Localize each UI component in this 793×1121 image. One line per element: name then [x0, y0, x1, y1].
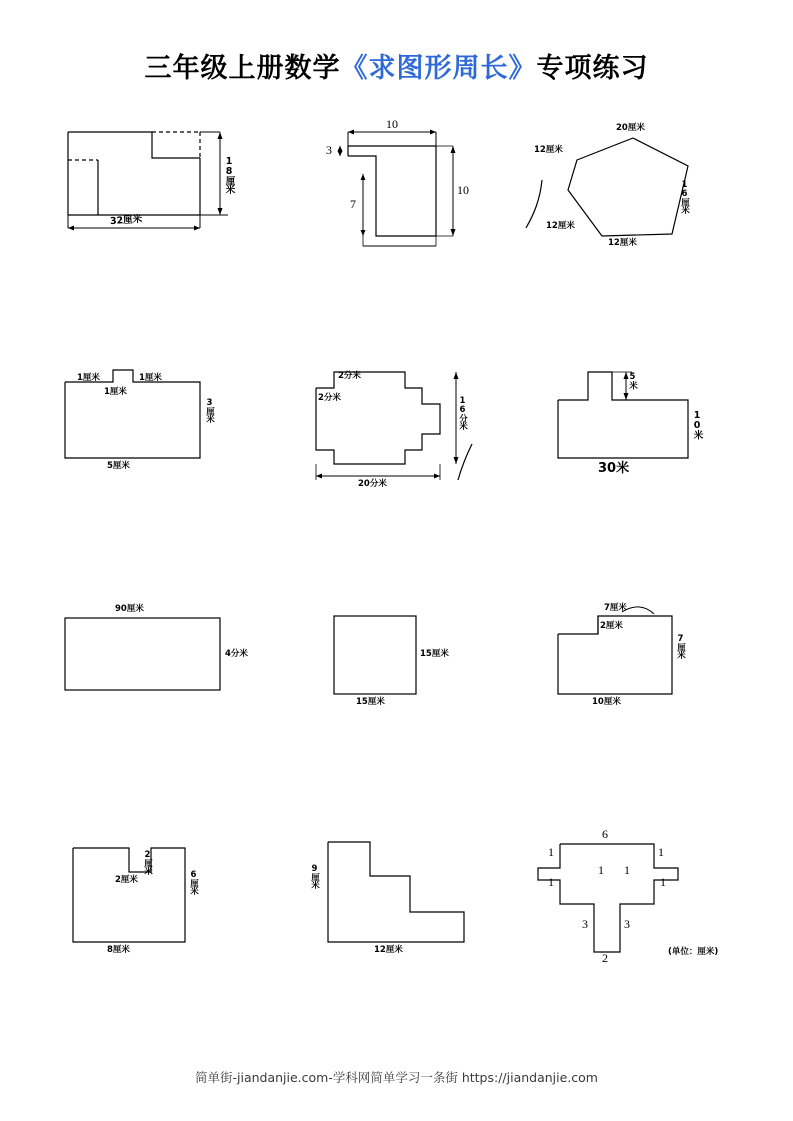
- fig-9-label-bottom: 10厘米: [592, 697, 621, 707]
- fig-6-label-width: 30米: [598, 461, 630, 476]
- title-part-1: 三年级上册数学: [144, 53, 341, 84]
- fig-2-label-left: 3: [326, 143, 332, 157]
- fig-9-label-right: 7厘米: [675, 634, 686, 658]
- fig-6-label-height: 10米: [691, 410, 703, 439]
- fig-3-label-bottom: 12厘米: [608, 238, 637, 248]
- fig-11-label-left: 9厘米: [309, 864, 320, 888]
- fig-5-drawing: [300, 358, 520, 493]
- fig-4-label-height: 3厘米: [204, 398, 215, 422]
- fig-7-label-right: 4分米: [225, 649, 248, 659]
- fig-2-label-top: 10: [386, 117, 398, 131]
- fig-3-label-lowleft: 12厘米: [546, 221, 575, 231]
- fig-4-label-bottom: 5厘米: [107, 461, 130, 471]
- fig-6-label-notch-height: 5米: [627, 372, 638, 389]
- title-part-2: 《求图形周长》: [340, 53, 537, 84]
- figure-10: [55, 830, 265, 970]
- fig-2-drawing: [318, 118, 478, 263]
- fig-12-label-center-b: 1: [624, 863, 630, 877]
- fig-4-label-right-notch: 1厘米: [139, 373, 162, 383]
- fig-12-label-left-top: 1: [548, 845, 554, 859]
- figure-3: [520, 118, 720, 263]
- fig-12-label-center-a: 1: [598, 863, 604, 877]
- fig-5-label-left: 2分米: [318, 393, 341, 403]
- fig-10-label-bottom: 8厘米: [107, 945, 130, 955]
- fig-12-label-stem-right: 3: [624, 917, 630, 931]
- fig-2-label-inner: 7: [350, 197, 356, 211]
- title-part-3: 专项练习: [536, 53, 649, 84]
- fig-10-drawing: [55, 830, 265, 970]
- fig-12-label-unit-note: (单位：厘米): [668, 947, 719, 957]
- fig-12-label-mid-right: 1: [660, 875, 666, 889]
- figure-7: [55, 598, 265, 718]
- figure-11: [300, 828, 510, 973]
- fig-5-label-height: 16分米: [457, 396, 468, 429]
- fig-12-label-stem-left: 3: [582, 917, 588, 931]
- fig-10-label-notch-depth: 2厘米: [142, 850, 153, 874]
- fig-4-label-left-notch: 1厘米: [77, 373, 100, 383]
- page-title: [0, 46, 793, 85]
- fig-3-label-upleft: 12厘米: [534, 145, 563, 155]
- fig-8-label-bottom: 15厘米: [356, 697, 385, 707]
- fig-4-label-notch-width: 1厘米: [104, 387, 127, 397]
- fig-8-drawing: [320, 598, 510, 723]
- fig-11-label-bottom: 12厘米: [374, 945, 403, 955]
- figure-1: [52, 120, 262, 250]
- fig-9-label-top: 7厘米: [604, 603, 627, 613]
- figure-12: [528, 818, 748, 973]
- figure-5: [300, 358, 520, 493]
- figure-9: [540, 592, 740, 727]
- fig-12-label-stem-bottom: 2: [602, 951, 608, 965]
- fig-5-label-top: 2分米: [338, 371, 361, 381]
- fig-10-label-notch-width: 2厘米: [115, 875, 138, 885]
- figure-4: [55, 360, 265, 490]
- fig-3-label-right: 16厘米: [679, 180, 690, 213]
- fig-11-drawing: [300, 828, 510, 973]
- fig-6-drawing: [540, 358, 740, 488]
- footer-watermark: 简单街-jiandanjie.com-学科网简单学习一条街 https://jiandanjie.com: [194, 1070, 598, 1085]
- fig-12-label-mid-left: 1: [548, 875, 554, 889]
- fig-9-label-step: 2厘米: [600, 621, 623, 631]
- fig-3-label-top: 20厘米: [616, 123, 645, 133]
- fig-8-label-right: 15厘米: [420, 649, 449, 659]
- figure-8: [320, 598, 510, 723]
- fig-10-label-height: 6厘米: [188, 870, 199, 894]
- fig-9-drawing: [540, 592, 740, 727]
- figure-6: [540, 358, 740, 488]
- fig-5-label-width: 20分米: [358, 479, 387, 489]
- fig-7-label-top: 90厘米: [115, 604, 144, 614]
- figure-2: [318, 118, 478, 263]
- fig-1-label-height: 18厘米: [223, 156, 235, 193]
- fig-12-label-right-top: 1: [658, 845, 664, 859]
- fig-12-label-top: 6: [602, 827, 608, 841]
- fig-2-label-right: 10: [457, 183, 469, 197]
- fig-1-label-width: 32厘米: [109, 213, 143, 228]
